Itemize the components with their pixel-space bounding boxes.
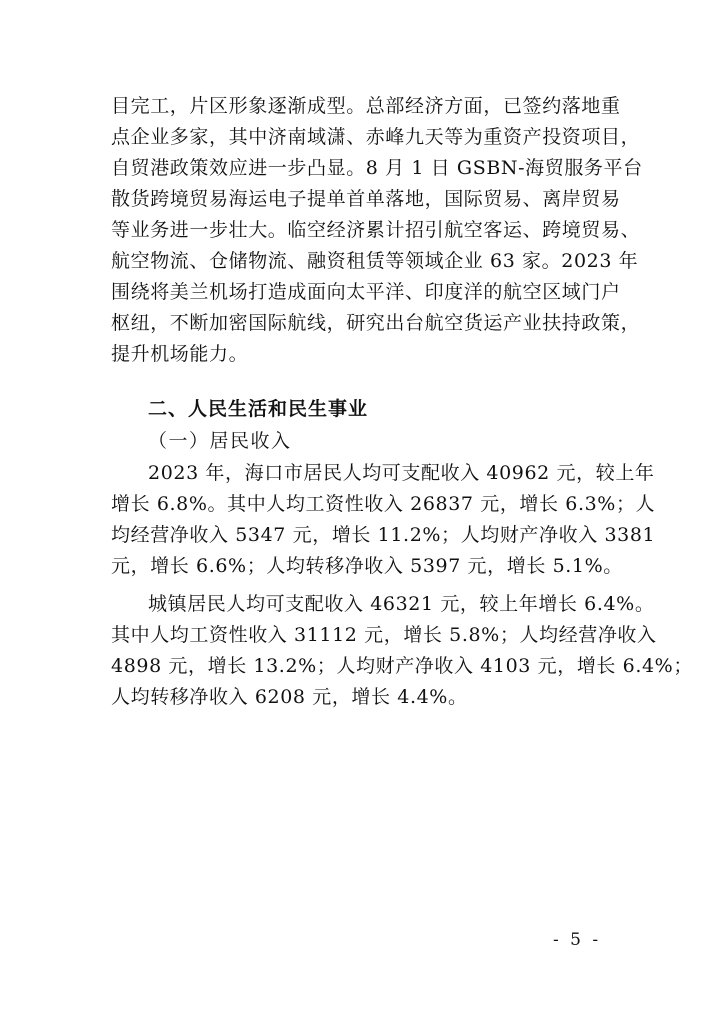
text-line: 城镇居民人均可支配收入 46321 元，较上年增长 6.4%。 bbox=[148, 593, 655, 615]
text-line: 航空物流、仓储物流、融资租赁等领域企业 63 家。2023 年 bbox=[111, 250, 639, 272]
text-line: 目完工，片区形象逐渐成型。总部经济方面，已签约落地重 bbox=[111, 95, 621, 117]
page-number: - 5 - bbox=[553, 930, 602, 950]
text-line: 其中人均工资性收入 31112 元，增长 5.8%；人均经营净收入 bbox=[111, 624, 657, 646]
subsection-heading: （一）居民收入 bbox=[148, 430, 292, 452]
section-heading: 二、人民生活和民生事业 bbox=[148, 398, 369, 420]
text-line: 自贸港政策效应进一步凸显。8 月 1 日 GSBN-海贸服务平台 bbox=[111, 157, 643, 179]
text-line: 均经营净收入 5347 元，增长 11.2%；人均财产净收入 3381 bbox=[111, 524, 656, 546]
text-line: 提升机场能力。 bbox=[111, 343, 249, 365]
text-line: 等业务进一步壮大。临空经济累计招引航空客运、跨境贸易、 bbox=[111, 219, 641, 241]
text-line: 人均转移净收入 6208 元，增长 4.4%。 bbox=[111, 686, 468, 708]
text-line: 枢纽，不断加密国际航线，研究出台航空货运产业扶持政策， bbox=[111, 312, 641, 334]
text-line: 4898 元，增长 13.2%；人均财产净收入 4103 元，增长 6.4%； bbox=[111, 655, 693, 677]
text-line: 围绕将美兰机场打造成面向太平洋、印度洋的航空区域门户 bbox=[111, 281, 621, 303]
text-line: 增长 6.8%。其中人均工资性收入 26837 元，增长 6.3%；人 bbox=[111, 493, 656, 515]
text-line: 元，增长 6.6%；人均转移净收入 5397 元，增长 5.1%。 bbox=[111, 555, 623, 577]
text-line: 2023 年，海口市居民人均可支配收入 40962 元，较上年 bbox=[148, 462, 655, 484]
text-line: 点企业多家，其中济南域潇、赤峰九天等为重资产投资项目， bbox=[111, 126, 641, 148]
text-line: 散货跨境贸易海运电子提单首单落地，国际贸易、离岸贸易 bbox=[111, 188, 621, 210]
